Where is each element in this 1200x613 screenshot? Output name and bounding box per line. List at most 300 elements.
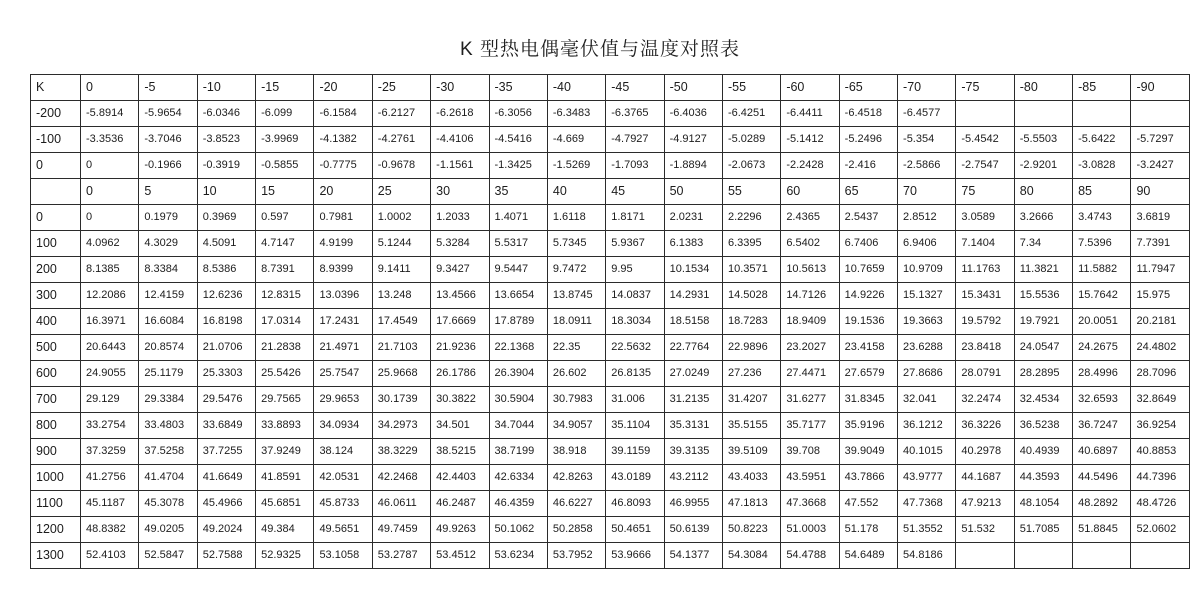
value-cell: 50.8223 bbox=[722, 517, 780, 543]
value-cell: 35.9196 bbox=[839, 413, 897, 439]
value-cell: -4.5416 bbox=[489, 127, 547, 153]
value-cell: 39.3135 bbox=[664, 439, 722, 465]
value-cell: 40.1015 bbox=[898, 439, 956, 465]
value-cell: 53.7952 bbox=[547, 543, 605, 569]
value-cell: 53.9666 bbox=[606, 543, 664, 569]
value-cell: 1.2033 bbox=[431, 205, 489, 231]
value-cell: 17.2431 bbox=[314, 309, 372, 335]
value-cell: 54.8186 bbox=[898, 543, 956, 569]
value-cell: 36.3226 bbox=[956, 413, 1014, 439]
value-cell: -25 bbox=[372, 75, 430, 101]
value-cell: 52.9325 bbox=[256, 543, 314, 569]
value-cell: 21.2838 bbox=[256, 335, 314, 361]
value-cell: -3.9969 bbox=[256, 127, 314, 153]
value-cell: 46.2487 bbox=[431, 491, 489, 517]
value-cell: 22.7764 bbox=[664, 335, 722, 361]
row-label-cell: 100 bbox=[31, 231, 81, 257]
value-cell: -3.2427 bbox=[1131, 153, 1190, 179]
value-cell: 43.4033 bbox=[722, 465, 780, 491]
value-cell: 36.7247 bbox=[1073, 413, 1131, 439]
value-cell: 0.1979 bbox=[139, 205, 197, 231]
value-cell: 54.6489 bbox=[839, 543, 897, 569]
value-cell: -6.3056 bbox=[489, 101, 547, 127]
value-cell bbox=[1073, 101, 1131, 127]
value-cell: 3.2666 bbox=[1014, 205, 1072, 231]
row-label-cell: 800 bbox=[31, 413, 81, 439]
value-cell: -6.3483 bbox=[547, 101, 605, 127]
value-cell: 36.5238 bbox=[1014, 413, 1072, 439]
value-cell: 2.8512 bbox=[898, 205, 956, 231]
value-cell: -0.9678 bbox=[372, 153, 430, 179]
value-cell: -6.4036 bbox=[664, 101, 722, 127]
value-cell bbox=[1014, 543, 1072, 569]
table-row bbox=[31, 413, 1190, 439]
value-cell: -2.7547 bbox=[956, 153, 1014, 179]
value-cell: 21.7103 bbox=[372, 335, 430, 361]
value-cell: 25.1179 bbox=[139, 361, 197, 387]
value-cell: 0 bbox=[81, 75, 139, 101]
value-cell: 27.0249 bbox=[664, 361, 722, 387]
value-cell: -70 bbox=[898, 75, 956, 101]
value-cell: 53.6234 bbox=[489, 543, 547, 569]
value-cell: 6.5402 bbox=[781, 231, 839, 257]
value-cell: 19.1536 bbox=[839, 309, 897, 335]
value-cell: -15 bbox=[256, 75, 314, 101]
value-cell: 20.8574 bbox=[139, 335, 197, 361]
table-row bbox=[31, 283, 1190, 309]
value-cell: 22.9896 bbox=[722, 335, 780, 361]
value-cell: 14.2931 bbox=[664, 283, 722, 309]
value-cell: 40 bbox=[547, 179, 605, 205]
value-cell: -1.7093 bbox=[606, 153, 664, 179]
table-row bbox=[31, 465, 1190, 491]
value-cell: 20.2181 bbox=[1131, 309, 1190, 335]
row-label-cell: 400 bbox=[31, 309, 81, 335]
value-cell: 46.6227 bbox=[547, 491, 605, 517]
value-cell: 30 bbox=[431, 179, 489, 205]
value-cell: 6.9406 bbox=[898, 231, 956, 257]
value-cell: 46.9955 bbox=[664, 491, 722, 517]
value-cell: 51.0003 bbox=[781, 517, 839, 543]
value-cell: 80 bbox=[1014, 179, 1072, 205]
value-cell: 9.7472 bbox=[547, 257, 605, 283]
value-cell: 18.7283 bbox=[722, 309, 780, 335]
value-cell: 29.129 bbox=[81, 387, 139, 413]
value-cell: 11.5882 bbox=[1073, 257, 1131, 283]
value-cell: 32.041 bbox=[898, 387, 956, 413]
value-cell: 14.0837 bbox=[606, 283, 664, 309]
table-row bbox=[31, 101, 1190, 127]
value-cell bbox=[956, 543, 1014, 569]
header-row bbox=[31, 75, 1190, 101]
value-cell: 31.6277 bbox=[781, 387, 839, 413]
value-cell: 18.5158 bbox=[664, 309, 722, 335]
value-cell: -40 bbox=[547, 75, 605, 101]
value-cell: 47.7368 bbox=[898, 491, 956, 517]
value-cell: 43.7866 bbox=[839, 465, 897, 491]
value-cell: 44.7396 bbox=[1131, 465, 1190, 491]
value-cell: -45 bbox=[606, 75, 664, 101]
value-cell bbox=[1014, 101, 1072, 127]
value-cell: -2.9201 bbox=[1014, 153, 1072, 179]
value-cell: 39.9049 bbox=[839, 439, 897, 465]
value-cell: 13.248 bbox=[372, 283, 430, 309]
value-cell: 48.1054 bbox=[1014, 491, 1072, 517]
value-cell: 75 bbox=[956, 179, 1014, 205]
value-cell: 43.9777 bbox=[898, 465, 956, 491]
row-label-cell: 1000 bbox=[31, 465, 81, 491]
value-cell: 3.0589 bbox=[956, 205, 1014, 231]
value-cell: 44.3593 bbox=[1014, 465, 1072, 491]
value-cell: 25.3303 bbox=[197, 361, 255, 387]
value-cell: 38.918 bbox=[547, 439, 605, 465]
row-label-cell: 1300 bbox=[31, 543, 81, 569]
value-cell: 13.0396 bbox=[314, 283, 372, 309]
value-cell: 51.3552 bbox=[898, 517, 956, 543]
value-cell: -4.7927 bbox=[606, 127, 664, 153]
value-cell: 18.3034 bbox=[606, 309, 664, 335]
value-cell: 38.5215 bbox=[431, 439, 489, 465]
value-cell: 7.1404 bbox=[956, 231, 1014, 257]
value-cell: -0.7775 bbox=[314, 153, 372, 179]
value-cell: 43.5951 bbox=[781, 465, 839, 491]
value-cell: -5.8914 bbox=[81, 101, 139, 127]
value-cell: 45.8733 bbox=[314, 491, 372, 517]
value-cell: 12.2086 bbox=[81, 283, 139, 309]
value-cell: 28.4996 bbox=[1073, 361, 1131, 387]
value-cell: 11.3821 bbox=[1014, 257, 1072, 283]
row-label-cell: 700 bbox=[31, 387, 81, 413]
value-cell: 36.9254 bbox=[1131, 413, 1190, 439]
value-cell: 30.1739 bbox=[372, 387, 430, 413]
value-cell: 33.6849 bbox=[197, 413, 255, 439]
value-cell: 18.9409 bbox=[781, 309, 839, 335]
value-cell: 34.7044 bbox=[489, 413, 547, 439]
value-cell: -4.2761 bbox=[372, 127, 430, 153]
value-cell: 33.8893 bbox=[256, 413, 314, 439]
value-cell: 11.7947 bbox=[1131, 257, 1190, 283]
value-cell: 41.2756 bbox=[81, 465, 139, 491]
value-cell: 30.3822 bbox=[431, 387, 489, 413]
value-cell: -5.354 bbox=[898, 127, 956, 153]
value-cell: 33.4803 bbox=[139, 413, 197, 439]
table-row bbox=[31, 335, 1190, 361]
value-cell: -6.2127 bbox=[372, 101, 430, 127]
value-cell: -80 bbox=[1014, 75, 1072, 101]
value-cell: 51.8845 bbox=[1073, 517, 1131, 543]
row-label-cell: 1200 bbox=[31, 517, 81, 543]
value-cell: 36.1212 bbox=[898, 413, 956, 439]
value-cell: 29.7565 bbox=[256, 387, 314, 413]
value-cell: 10.5613 bbox=[781, 257, 839, 283]
value-cell: 24.9055 bbox=[81, 361, 139, 387]
value-cell: 8.1385 bbox=[81, 257, 139, 283]
value-cell: 10.3571 bbox=[722, 257, 780, 283]
value-cell: 0.597 bbox=[256, 205, 314, 231]
value-cell: 25.9668 bbox=[372, 361, 430, 387]
value-cell: 22.1368 bbox=[489, 335, 547, 361]
value-cell: 9.95 bbox=[606, 257, 664, 283]
value-cell: 22.35 bbox=[547, 335, 605, 361]
value-cell: 45.6851 bbox=[256, 491, 314, 517]
value-cell: 37.3259 bbox=[81, 439, 139, 465]
value-cell: -3.7046 bbox=[139, 127, 197, 153]
value-cell: -0.3919 bbox=[197, 153, 255, 179]
value-cell: 41.6649 bbox=[197, 465, 255, 491]
value-cell: 29.5476 bbox=[197, 387, 255, 413]
value-cell: 37.5258 bbox=[139, 439, 197, 465]
row-label-cell: 200 bbox=[31, 257, 81, 283]
subheader-row bbox=[31, 179, 1190, 205]
value-cell: 12.6236 bbox=[197, 283, 255, 309]
value-cell: 15.7642 bbox=[1073, 283, 1131, 309]
value-cell: 47.9213 bbox=[956, 491, 1014, 517]
value-cell: 44.5496 bbox=[1073, 465, 1131, 491]
value-cell: 4.3029 bbox=[139, 231, 197, 257]
value-cell: -10 bbox=[197, 75, 255, 101]
value-cell: 7.7391 bbox=[1131, 231, 1190, 257]
value-cell: 49.2024 bbox=[197, 517, 255, 543]
row-label-cell bbox=[31, 179, 81, 205]
value-cell: 46.4359 bbox=[489, 491, 547, 517]
value-cell: 53.2787 bbox=[372, 543, 430, 569]
value-cell: 50.2858 bbox=[547, 517, 605, 543]
value-cell: -6.3765 bbox=[606, 101, 664, 127]
value-cell: 37.9249 bbox=[256, 439, 314, 465]
value-cell: 42.8263 bbox=[547, 465, 605, 491]
value-cell: 50.1062 bbox=[489, 517, 547, 543]
value-cell: 8.7391 bbox=[256, 257, 314, 283]
value-cell bbox=[1073, 543, 1131, 569]
value-cell: 33.2754 bbox=[81, 413, 139, 439]
value-cell: 10.9709 bbox=[898, 257, 956, 283]
value-cell: 6.3395 bbox=[722, 231, 780, 257]
value-cell: 53.1058 bbox=[314, 543, 372, 569]
value-cell: 85 bbox=[1073, 179, 1131, 205]
table-row bbox=[31, 257, 1190, 283]
value-cell: 6.1383 bbox=[664, 231, 722, 257]
value-cell: 0.3969 bbox=[197, 205, 255, 231]
value-cell: 26.1786 bbox=[431, 361, 489, 387]
value-cell: -30 bbox=[431, 75, 489, 101]
value-cell: 27.8686 bbox=[898, 361, 956, 387]
value-cell: -5.6422 bbox=[1073, 127, 1131, 153]
value-cell: 7.5396 bbox=[1073, 231, 1131, 257]
value-cell: 26.3904 bbox=[489, 361, 547, 387]
value-cell: 28.7096 bbox=[1131, 361, 1190, 387]
value-cell: 2.2296 bbox=[722, 205, 780, 231]
value-cell: -0.5855 bbox=[256, 153, 314, 179]
value-cell: -1.8894 bbox=[664, 153, 722, 179]
value-cell: 50 bbox=[664, 179, 722, 205]
value-cell: 0 bbox=[81, 179, 139, 205]
value-cell: -5 bbox=[139, 75, 197, 101]
value-cell: 5.5317 bbox=[489, 231, 547, 257]
value-cell: 52.0602 bbox=[1131, 517, 1190, 543]
value-cell: 9.5447 bbox=[489, 257, 547, 283]
value-cell: 16.8198 bbox=[197, 309, 255, 335]
value-cell: 10.7659 bbox=[839, 257, 897, 283]
value-cell: 29.9653 bbox=[314, 387, 372, 413]
value-cell: 2.0231 bbox=[664, 205, 722, 231]
value-cell: 32.2474 bbox=[956, 387, 1014, 413]
value-cell: -6.4518 bbox=[839, 101, 897, 127]
value-cell: 37.7255 bbox=[197, 439, 255, 465]
value-cell: 49.384 bbox=[256, 517, 314, 543]
table-row bbox=[31, 517, 1190, 543]
value-cell: -55 bbox=[722, 75, 780, 101]
value-cell: 34.0934 bbox=[314, 413, 372, 439]
value-cell: 4.5091 bbox=[197, 231, 255, 257]
value-cell: 40.4939 bbox=[1014, 439, 1072, 465]
value-cell: 13.8745 bbox=[547, 283, 605, 309]
value-cell: -4.9127 bbox=[664, 127, 722, 153]
value-cell: -6.4251 bbox=[722, 101, 780, 127]
value-cell: 39.708 bbox=[781, 439, 839, 465]
value-cell: 38.124 bbox=[314, 439, 372, 465]
value-cell: 38.7199 bbox=[489, 439, 547, 465]
value-cell: 23.8418 bbox=[956, 335, 1014, 361]
value-cell: 21.9236 bbox=[431, 335, 489, 361]
value-cell: 46.0611 bbox=[372, 491, 430, 517]
value-cell: 40.8853 bbox=[1131, 439, 1190, 465]
value-cell: 31.2135 bbox=[664, 387, 722, 413]
value-cell: 42.4403 bbox=[431, 465, 489, 491]
value-cell: 4.0962 bbox=[81, 231, 139, 257]
value-cell: 20.0051 bbox=[1073, 309, 1131, 335]
value-cell: 3.6819 bbox=[1131, 205, 1190, 231]
value-cell: 54.3084 bbox=[722, 543, 780, 569]
value-cell: 44.1687 bbox=[956, 465, 1014, 491]
value-cell: 43.0189 bbox=[606, 465, 664, 491]
table-row bbox=[31, 491, 1190, 517]
value-cell bbox=[1131, 101, 1190, 127]
value-cell: 24.2675 bbox=[1073, 335, 1131, 361]
value-cell: -6.099 bbox=[256, 101, 314, 127]
value-cell: 1.6118 bbox=[547, 205, 605, 231]
value-cell: -20 bbox=[314, 75, 372, 101]
value-cell: 20 bbox=[314, 179, 372, 205]
value-cell: 15 bbox=[256, 179, 314, 205]
value-cell: 16.6084 bbox=[139, 309, 197, 335]
value-cell: 50.4651 bbox=[606, 517, 664, 543]
table-row bbox=[31, 205, 1190, 231]
value-cell: 32.8649 bbox=[1131, 387, 1190, 413]
value-cell: 23.2027 bbox=[781, 335, 839, 361]
value-cell: 42.6334 bbox=[489, 465, 547, 491]
value-cell: 47.552 bbox=[839, 491, 897, 517]
value-cell: 25.5426 bbox=[256, 361, 314, 387]
value-cell: 49.0205 bbox=[139, 517, 197, 543]
value-cell: 12.8315 bbox=[256, 283, 314, 309]
value-cell: -6.2618 bbox=[431, 101, 489, 127]
value-cell: 50.6139 bbox=[664, 517, 722, 543]
value-cell: 34.501 bbox=[431, 413, 489, 439]
value-cell: 32.4534 bbox=[1014, 387, 1072, 413]
value-cell: 26.8135 bbox=[606, 361, 664, 387]
value-cell: 4.7147 bbox=[256, 231, 314, 257]
value-cell: 7.34 bbox=[1014, 231, 1072, 257]
value-cell: 15.5536 bbox=[1014, 283, 1072, 309]
value-cell: 0 bbox=[81, 153, 139, 179]
page-title: K 型热电偶毫伏值与温度对照表 bbox=[460, 39, 740, 60]
value-cell: 20.6443 bbox=[81, 335, 139, 361]
value-cell: 49.5651 bbox=[314, 517, 372, 543]
value-cell: 45.4966 bbox=[197, 491, 255, 517]
value-cell: 26.602 bbox=[547, 361, 605, 387]
value-cell: 70 bbox=[898, 179, 956, 205]
value-cell: 11.1763 bbox=[956, 257, 1014, 283]
row-label-cell: 600 bbox=[31, 361, 81, 387]
value-cell: -3.8523 bbox=[197, 127, 255, 153]
value-cell: 1.4071 bbox=[489, 205, 547, 231]
value-cell: 0 bbox=[81, 205, 139, 231]
value-cell: 9.3427 bbox=[431, 257, 489, 283]
value-cell: 51.7085 bbox=[1014, 517, 1072, 543]
value-cell: 35.1104 bbox=[606, 413, 664, 439]
row-label-cell: K bbox=[31, 75, 81, 101]
value-cell: 25 bbox=[372, 179, 430, 205]
value-cell: -60 bbox=[781, 75, 839, 101]
value-cell: 39.1159 bbox=[606, 439, 664, 465]
value-cell: 45.1187 bbox=[81, 491, 139, 517]
value-cell: 27.4471 bbox=[781, 361, 839, 387]
value-cell: 48.4726 bbox=[1131, 491, 1190, 517]
value-cell: 49.7459 bbox=[372, 517, 430, 543]
value-cell: 5.1244 bbox=[372, 231, 430, 257]
value-cell: -1.5269 bbox=[547, 153, 605, 179]
value-cell: -2.416 bbox=[839, 153, 897, 179]
value-cell: 35 bbox=[489, 179, 547, 205]
value-cell: 52.4103 bbox=[81, 543, 139, 569]
row-label-cell: -200 bbox=[31, 101, 81, 127]
value-cell: 42.0531 bbox=[314, 465, 372, 491]
value-cell: -5.9654 bbox=[139, 101, 197, 127]
value-cell: 47.3668 bbox=[781, 491, 839, 517]
value-cell: 30.7983 bbox=[547, 387, 605, 413]
value-cell: -90 bbox=[1131, 75, 1190, 101]
value-cell: 15.975 bbox=[1131, 283, 1190, 309]
value-cell: 34.9057 bbox=[547, 413, 605, 439]
value-cell: 21.4971 bbox=[314, 335, 372, 361]
value-cell: 49.9263 bbox=[431, 517, 489, 543]
thermocouple-lookup-table bbox=[30, 74, 1190, 569]
value-cell: 14.9226 bbox=[839, 283, 897, 309]
value-cell: 28.0791 bbox=[956, 361, 1014, 387]
table-row bbox=[31, 153, 1190, 179]
row-label-cell: 0 bbox=[31, 205, 81, 231]
value-cell: 21.0706 bbox=[197, 335, 255, 361]
value-cell: 5.7345 bbox=[547, 231, 605, 257]
value-cell: 8.3384 bbox=[139, 257, 197, 283]
value-cell: 35.3131 bbox=[664, 413, 722, 439]
value-cell: 48.8382 bbox=[81, 517, 139, 543]
value-cell: 29.3384 bbox=[139, 387, 197, 413]
value-cell: 51.178 bbox=[839, 517, 897, 543]
value-cell: 31.8345 bbox=[839, 387, 897, 413]
value-cell: 52.7588 bbox=[197, 543, 255, 569]
value-cell: -5.4542 bbox=[956, 127, 1014, 153]
value-cell: 34.2973 bbox=[372, 413, 430, 439]
row-label-cell: 300 bbox=[31, 283, 81, 309]
value-cell: 35.5155 bbox=[722, 413, 780, 439]
value-cell: 17.4549 bbox=[372, 309, 430, 335]
value-cell bbox=[1131, 543, 1190, 569]
value-cell: -1.3425 bbox=[489, 153, 547, 179]
value-cell: 51.532 bbox=[956, 517, 1014, 543]
value-cell: 9.1411 bbox=[372, 257, 430, 283]
value-cell: -50 bbox=[664, 75, 722, 101]
